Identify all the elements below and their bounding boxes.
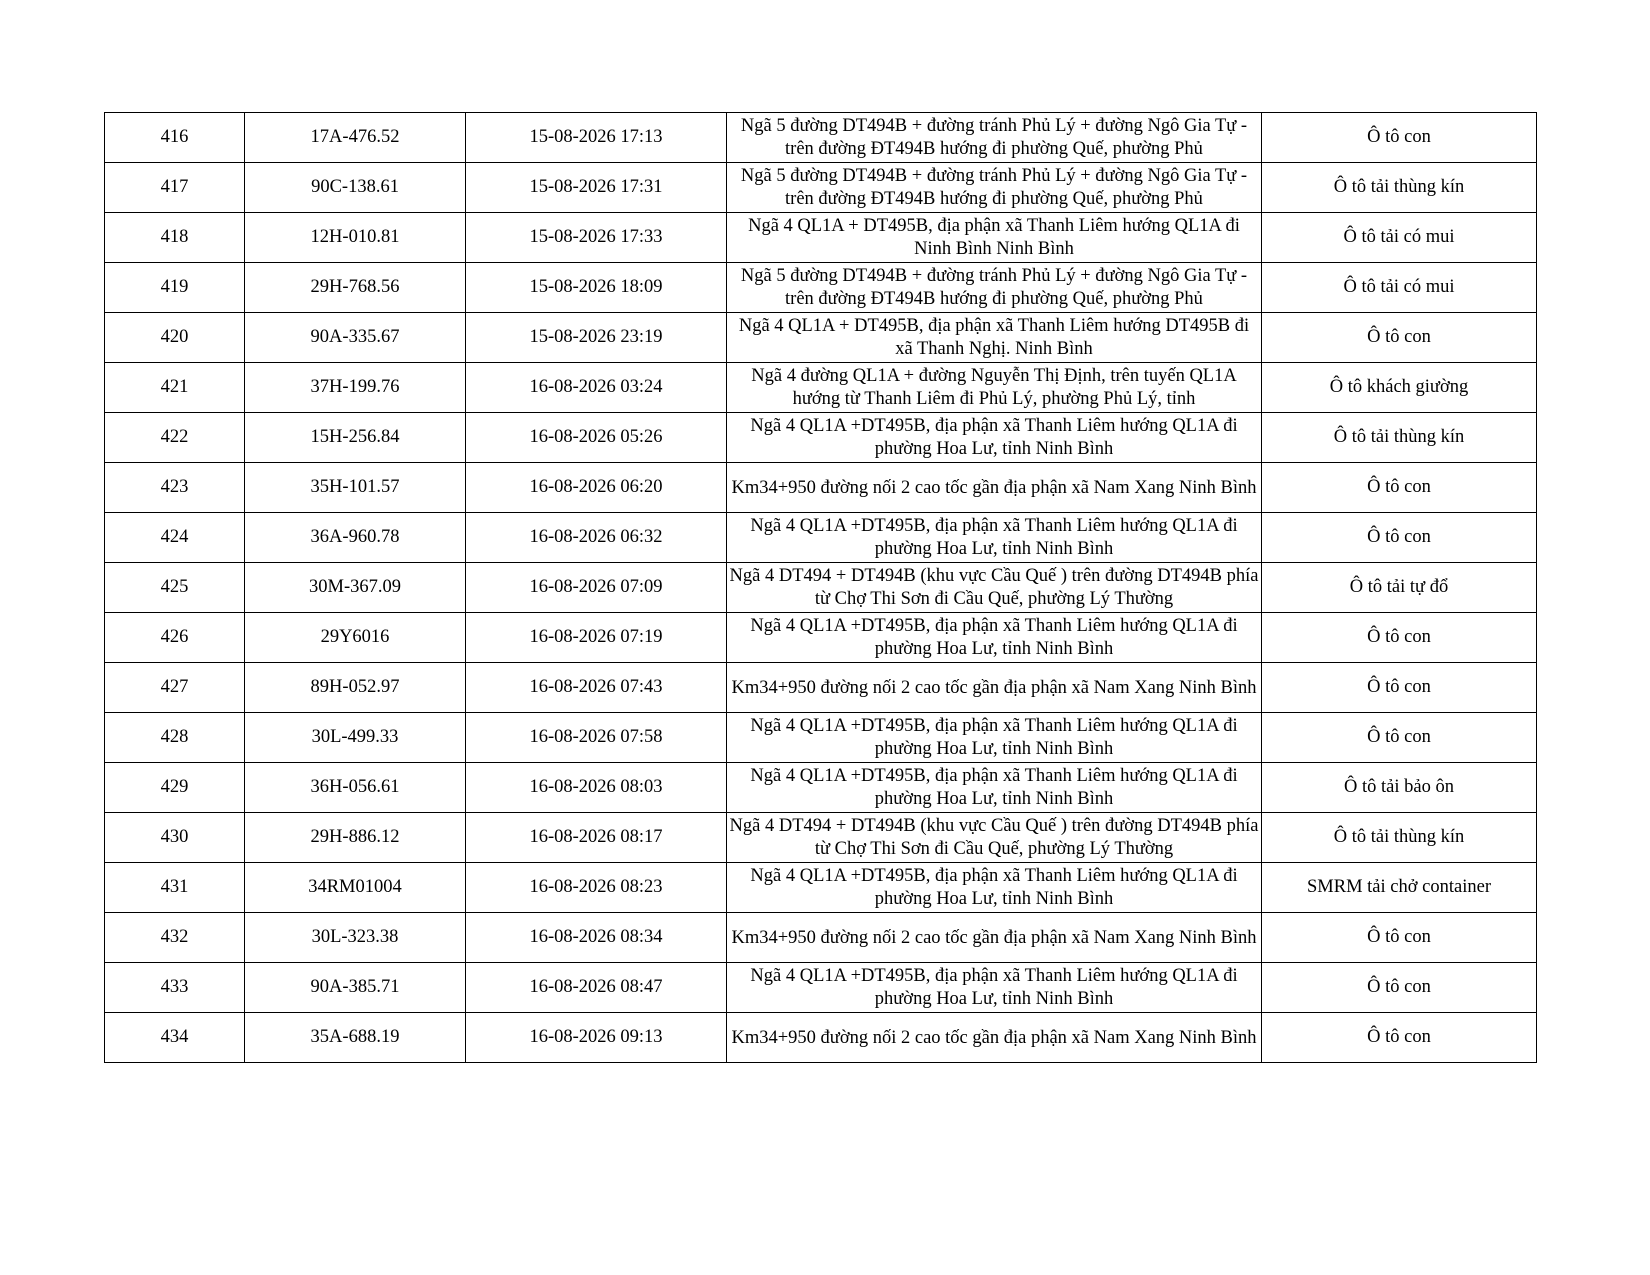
row-number-cell: 427 (105, 663, 245, 713)
violation-time-cell: 16-08-2026 07:09 (466, 563, 727, 613)
license-plate-cell: 30M-367.09 (245, 563, 466, 613)
vehicle-type-cell: Ô tô tải có mui (1262, 263, 1537, 313)
table-row (105, 313, 1537, 363)
violation-time-cell: 16-08-2026 08:03 (466, 763, 727, 813)
location-text: Ngã 5 đường DT494B + đường tránh Phủ Lý + đường Ngô Gia Tự - trên đường ĐT494B hướng đi phường Quế, phường Phủ (740, 266, 1248, 309)
license-plate-cell: 90A-335.67 (245, 313, 466, 363)
vehicle-type-cell: Ô tô con (1262, 663, 1537, 713)
location-cell (727, 413, 1262, 463)
table-row (105, 663, 1537, 713)
table-row (105, 263, 1537, 313)
license-plate-cell: 29H-886.12 (245, 813, 466, 863)
license-plate-cell: 29H-768.56 (245, 263, 466, 313)
location-cell (727, 663, 1262, 713)
license-plate-cell: 12H-010.81 (245, 213, 466, 263)
violation-time-cell: 16-08-2026 07:58 (466, 713, 727, 763)
violation-time-cell: 15-08-2026 18:09 (466, 263, 727, 313)
table-row (105, 863, 1537, 913)
violation-time-cell: 16-08-2026 06:20 (466, 463, 727, 513)
license-plate-cell: 34RM01004 (245, 863, 466, 913)
row-number-cell: 423 (105, 463, 245, 513)
violations-table (104, 112, 1537, 1063)
vehicle-type-cell: Ô tô con (1262, 513, 1537, 563)
vehicle-type-cell: Ô tô con (1262, 313, 1537, 363)
row-number-cell: 429 (105, 763, 245, 813)
violation-time-cell: 15-08-2026 17:31 (466, 163, 727, 213)
location-text: Ngã 4 QL1A + DT495B, địa phận xã Thanh Liêm hướng QL1A đi Ninh Bình Ninh Bình (748, 216, 1240, 259)
license-plate-cell: 35A-688.19 (245, 1013, 466, 1063)
location-cell (727, 213, 1262, 263)
vehicle-type-cell: Ô tô con (1262, 963, 1537, 1013)
table-row (105, 613, 1537, 663)
location-text: Km34+950 đường nối 2 cao tốc gần địa phận xã Nam Xang Ninh Bình (731, 677, 1257, 698)
vehicle-type-cell: Ô tô con (1262, 913, 1537, 963)
license-plate-cell: 15H-256.84 (245, 413, 466, 463)
location-cell (727, 813, 1262, 863)
location-text: Ngã 4 QL1A +DT495B, địa phận xã Thanh Liêm hướng QL1A đi phường Hoa Lư, tỉnh Ninh Bình (750, 966, 1238, 1009)
vehicle-type-cell: Ô tô con (1262, 463, 1537, 513)
location-text: Ngã 4 QL1A + DT495B, địa phận xã Thanh Liêm hướng DT495B đi xã Thanh Nghị. Ninh Bình (738, 316, 1250, 359)
table-row (105, 763, 1537, 813)
vehicle-type-cell: Ô tô tải thùng kín (1262, 413, 1537, 463)
location-cell (727, 113, 1262, 163)
row-number-cell: 416 (105, 113, 245, 163)
license-plate-cell: 90C-138.61 (245, 163, 466, 213)
location-text: Ngã 5 đường DT494B + đường tránh Phủ Lý + đường Ngô Gia Tự - trên đường ĐT494B hướng đi phường Quế, phường Phủ (740, 116, 1248, 159)
violation-time-cell: 15-08-2026 23:19 (466, 313, 727, 363)
row-number-cell: 424 (105, 513, 245, 563)
row-number-cell: 428 (105, 713, 245, 763)
vehicle-type-cell: Ô tô con (1262, 113, 1537, 163)
violation-time-cell: 16-08-2026 09:13 (466, 1013, 727, 1063)
vehicle-type-cell: Ô tô con (1262, 713, 1537, 763)
table-row (105, 713, 1537, 763)
row-number-cell: 421 (105, 363, 245, 413)
row-number-cell: 420 (105, 313, 245, 363)
location-text: Km34+950 đường nối 2 cao tốc gần địa phận xã Nam Xang Ninh Bình (731, 477, 1257, 498)
location-cell (727, 163, 1262, 213)
location-text: Ngã 4 QL1A +DT495B, địa phận xã Thanh Liêm hướng QL1A đi phường Hoa Lư, tỉnh Ninh Bình (750, 416, 1238, 459)
vehicle-type-cell: Ô tô con (1262, 613, 1537, 663)
violation-time-cell: 16-08-2026 07:43 (466, 663, 727, 713)
table-row (105, 363, 1537, 413)
location-text: Ngã 4 DT494 + DT494B (khu vực Cầu Quế ) trên đường DT494B phía từ Chợ Thi Sơn đi Cầu Quế, phường Lý Thường (729, 566, 1259, 609)
location-cell (727, 563, 1262, 613)
location-text: Km34+950 đường nối 2 cao tốc gần địa phận xã Nam Xang Ninh Bình (731, 927, 1257, 948)
license-plate-cell: 35H-101.57 (245, 463, 466, 513)
violation-time-cell: 16-08-2026 08:34 (466, 913, 727, 963)
table-row (105, 813, 1537, 863)
location-cell (727, 313, 1262, 363)
location-cell (727, 713, 1262, 763)
row-number-cell: 426 (105, 613, 245, 663)
violation-time-cell: 16-08-2026 08:47 (466, 963, 727, 1013)
violation-time-cell: 16-08-2026 08:17 (466, 813, 727, 863)
table-row (105, 513, 1537, 563)
row-number-cell: 434 (105, 1013, 245, 1063)
license-plate-cell: 36A-960.78 (245, 513, 466, 563)
violation-time-cell: 15-08-2026 17:13 (466, 113, 727, 163)
vehicle-type-cell: Ô tô con (1262, 1013, 1537, 1063)
table-row (105, 463, 1537, 513)
violation-time-cell: 15-08-2026 17:33 (466, 213, 727, 263)
location-text: Ngã 4 QL1A +DT495B, địa phận xã Thanh Liêm hướng QL1A đi phường Hoa Lư, tỉnh Ninh Bình (750, 716, 1238, 759)
license-plate-cell: 29Y6016 (245, 613, 466, 663)
location-cell (727, 1013, 1262, 1063)
row-number-cell: 433 (105, 963, 245, 1013)
location-cell (727, 913, 1262, 963)
location-text: Ngã 4 QL1A +DT495B, địa phận xã Thanh Liêm hướng QL1A đi phường Hoa Lư, tỉnh Ninh Bình (750, 766, 1238, 809)
location-text: Ngã 4 QL1A +DT495B, địa phận xã Thanh Liêm hướng QL1A đi phường Hoa Lư, tỉnh Ninh Bình (750, 616, 1238, 659)
violation-time-cell: 16-08-2026 05:26 (466, 413, 727, 463)
license-plate-cell: 30L-323.38 (245, 913, 466, 963)
table-row (105, 163, 1537, 213)
license-plate-cell: 90A-385.71 (245, 963, 466, 1013)
violation-time-cell: 16-08-2026 08:23 (466, 863, 727, 913)
location-cell (727, 863, 1262, 913)
row-number-cell: 430 (105, 813, 245, 863)
row-number-cell: 418 (105, 213, 245, 263)
vehicle-type-cell: Ô tô tải thùng kín (1262, 163, 1537, 213)
location-text: Ngã 4 QL1A +DT495B, địa phận xã Thanh Liêm hướng QL1A đi phường Hoa Lư, tỉnh Ninh Bình (750, 866, 1238, 909)
location-text: Ngã 4 DT494 + DT494B (khu vực Cầu Quế ) trên đường DT494B phía từ Chợ Thi Sơn đi Cầu Quế, phường Lý Thường (729, 816, 1259, 859)
table-row (105, 563, 1537, 613)
table-row (105, 413, 1537, 463)
license-plate-cell: 37H-199.76 (245, 363, 466, 413)
location-cell (727, 763, 1262, 813)
vehicle-type-cell: Ô tô tải tự đổ (1262, 563, 1537, 613)
license-plate-cell: 36H-056.61 (245, 763, 466, 813)
violation-time-cell: 16-08-2026 03:24 (466, 363, 727, 413)
table-row (105, 963, 1537, 1013)
location-cell (727, 513, 1262, 563)
location-cell (727, 613, 1262, 663)
table-row (105, 213, 1537, 263)
table-row (105, 913, 1537, 963)
row-number-cell: 422 (105, 413, 245, 463)
row-number-cell: 432 (105, 913, 245, 963)
license-plate-cell: 89H-052.97 (245, 663, 466, 713)
violation-time-cell: 16-08-2026 06:32 (466, 513, 727, 563)
table-row (105, 113, 1537, 163)
license-plate-cell: 30L-499.33 (245, 713, 466, 763)
row-number-cell: 425 (105, 563, 245, 613)
vehicle-type-cell: Ô tô khách giường (1262, 363, 1537, 413)
location-text: Ngã 4 QL1A +DT495B, địa phận xã Thanh Liêm hướng QL1A đi phường Hoa Lư, tỉnh Ninh Bình (750, 516, 1238, 559)
location-cell (727, 963, 1262, 1013)
vehicle-type-cell: SMRM tải chở container (1262, 863, 1537, 913)
table-row (105, 1013, 1537, 1063)
location-text: Km34+950 đường nối 2 cao tốc gần địa phận xã Nam Xang Ninh Bình (731, 1027, 1257, 1048)
location-cell (727, 463, 1262, 513)
location-text: Ngã 5 đường DT494B + đường tránh Phủ Lý + đường Ngô Gia Tự - trên đường ĐT494B hướng đi phường Quế, phường Phủ (740, 166, 1248, 209)
location-cell (727, 363, 1262, 413)
vehicle-type-cell: Ô tô tải có mui (1262, 213, 1537, 263)
location-text: Ngã 4 đường QL1A + đường Nguyễn Thị Định, trên tuyến QL1A hướng từ Thanh Liêm đi Phủ Lý, phường Phủ Lý, tỉnh (751, 366, 1237, 409)
violations-table-body (105, 113, 1537, 1063)
row-number-cell: 431 (105, 863, 245, 913)
vehicle-type-cell: Ô tô tải thùng kín (1262, 813, 1537, 863)
row-number-cell: 419 (105, 263, 245, 313)
vehicle-type-cell: Ô tô tải bảo ôn (1262, 763, 1537, 813)
row-number-cell: 417 (105, 163, 245, 213)
violation-time-cell: 16-08-2026 07:19 (466, 613, 727, 663)
location-cell (727, 263, 1262, 313)
license-plate-cell: 17A-476.52 (245, 113, 466, 163)
